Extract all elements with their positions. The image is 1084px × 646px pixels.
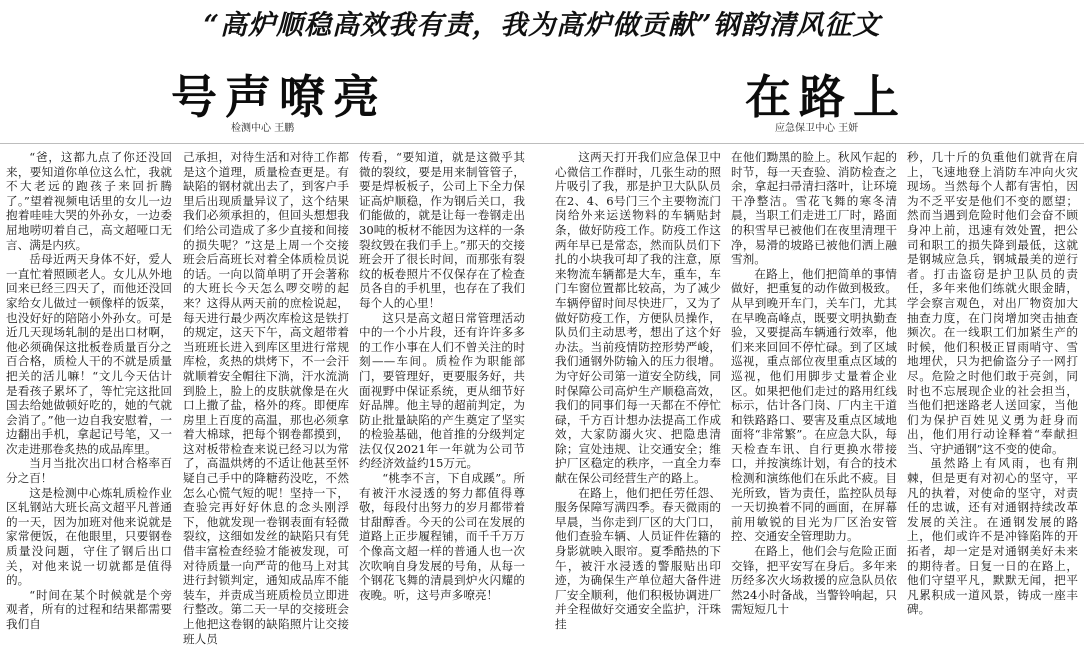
header-divider	[0, 143, 1084, 144]
banner-title: “高炉顺稳高效我有责，我为高炉做贡献”钢韵清风征文	[203, 10, 881, 41]
paragraph: 在路上，他们会与危险正面交锋，把平安写在身后。多年来历经多次火场救援的应急队员依然24小时备战，当警铃响起，只需短短几十	[731, 544, 897, 617]
right-article-column-2	[731, 150, 897, 617]
paragraph: 秒，几十斤的负重他们就背在肩上，飞速地登上消防车冲向火灾现场。当然每个人都有害怕，因为不乏平安是他们不变的愿望；然而当遇到危险时他们会奋不顾身冲上前，迅速有效处置，把公司和职工的损失降到最低，这就是钢城应急兵，钢城最美的逆行者。打击盗窃是护卫队员的责任，多年来他们练就火眼金睛，学会察言观色，对出厂物资加大抽查力度，在门岗增加突击抽查频次。在一线职工们加紧生产的时候，他们积极正冒雨哨守、雪地埋伏，只为把偷盗分子一网打尽。危险之时他们敢于亮剑，同时也不忘展现企业的社会担当，当他们把迷路老人送回家，当他们为保护百姓见义勇为赶身而出，他们用行动诠释着“奉献担当、守护通钢”这不变的使命。	[907, 150, 1078, 456]
left-article-column-2	[183, 150, 349, 646]
paragraph: 这是检测中心炼轧质检作业区轧钢站大班长高文超平凡普通的一天，因为加班对他来说就是家常便饭，在他眼里，只要钢卷质量没问题，守住了钢后出口关，对他来说一切就都是值得的。	[6, 485, 172, 588]
paragraph: 这只是高文超日常管理活动中的一个小片段，还有许许多多的工作小事在人们不曾关注的时刻——车间。质检作为职能部门，要管理好，更要服务好，共面视野中保证系统，更从细节好好品牌。他主导的超前判定，为防止批量缺陷的产生奠定了坚实的检验基础，他首推的分级判定法仅仅2021年一年就为公司节约经济效益约15万元。	[359, 310, 525, 471]
left-article-headline: 号声嘹亮	[171, 70, 387, 124]
right-article-column-1	[555, 150, 721, 631]
paragraph: 在他们黝黑的脸上。秋风乍起的时节，每一天查验、消防检查之余，拿起扫帚清扫落叶，让环境干净整洁。雪花飞舞的寒冬清晨，当职工们走进工厂时，路面的积雪早已被他们在夜里清理干净，易滑的坡路已被他们洒上融雪剂。	[731, 150, 897, 267]
paragraph: “时间在某个时候就是个旁观者，所有的过程和结果都需要我们自	[6, 587, 172, 631]
left-article-column-1	[6, 150, 172, 631]
paragraph: 虽然路上有风雨，也有荆棘，但是更有对初心的坚守，平凡的执着，对使命的坚守，对责任的忠诚，还有对通钢持续改革发展的关注。在通钢发展的路上，他们或许不是冲锋陷阵的开拓者，却一定是对通钢美好未来的期待者。日复一日的在路上，他们守望平凡，默默无闻，把平凡累积成一道风景，铸成一座丰碑。	[907, 456, 1078, 617]
paragraph: 岳母近两天身体不好，爱人一直忙着照顾老人。女儿从外地回来已经三四天了，而他还没回家给女儿做过一顿像样的饭菜，也没好好的陪陪小外孙女。可是近几天现场轧制的是出口材啊，他必须确保这批板卷质量百分之百合格，质检人干的不就是质量把关的活儿嘛！“文儿今天估计是看孩子累坏了，等忙完这批回国去给她做顿好吃的，她的气就会消了。”他一边自我安慰着，一边翻出手机，拿起记号笔，又一次走进那卷炙热的成品库里。	[6, 252, 172, 456]
paragraph: 这两天打开我们应急保卫中心微信工作群时，几张生动的照片吸引了我，那是护卫大队队员在2、4、6号门三个主要物流门岗给外来运送物料的车辆贴封条，做好防疫工作。防疫工作这两年早已是常态，然而队员们下扎的小块我可却了我的注意，原来物流车辆都是大车，重车，车门车窗位置都比较高，为了减少车辆停留时间尽快进厂，又为了做好防疫工作，方便队员操作，队员们主动思考，想出了这个好办法。当前疫情防控形势严峻，我们通钢外防输入的压力很增。为守好公司第一道安全防线，同时保障公司高炉生产顺稳高效，我们的同事们每一天都在不停忙碌，千方百计想办法提高工作成效，大家防溺火灾、把隐患清除；宣处违规、让交通安全；维护厂区稳定的秩序，一直全力奉献在保公司经营生产的路上。	[555, 150, 721, 486]
right-article-headline: 在路上	[745, 70, 907, 124]
paragraph: 己承担，对待生活和对待工作都是这个道理，质量检查更是。有缺陷的钢材就出去了，到客户手里后出现质量异议了，这个结果我们必须承担的，但回头想想我们给公司造成了多少直接和间接的损失呢？”这是上周一个交接班会后高班长对着全体质检员说的话。一向以简单明了开会著称的大班长今天怎么啰交唠的起来？这得从两天前的庶检说起，每天进行最少两次库检这是铁打的规定，这天下午，高文超带着当班班长进入到库区里进行常规库检，炙热的烘烤下，不一会汗就顺着安全帽往下淌，汗水流淌到脸上，脸上的皮肤就像是在火口上撒了盐，格外的疼。即便库房里上百度的高温，那也必须拿着大棉球，把每个钢卷都摸到，这对板带检查来说已经习以为常了，高温烘烤的不适让他甚至怀疑自己手中的降糖药没吃，不然怎么心慌气短的呢！坚持一下，查验完再好好休息的念头刚浮下，他就发现一卷钢表面有轻微裂纹，这细如发丝的缺陷只有凭借丰富检查经验才能被发现，可对待质量一向严苛的他马上对其进行封锁判定，通知成品库不能装车，并责成当班质检员立即进行整改。第二天一早的交接班会上他把这卷钢的缺陷照片让交接班人员	[183, 150, 349, 646]
left-article-byline: 检测中心 王鹏	[231, 123, 295, 134]
left-article-column-3	[359, 150, 525, 602]
right-article-byline: 应急保卫中心 王妍	[775, 123, 859, 134]
paragraph: “桃李不言，下自成蹊”。所有被汗水浸透的努力都值得尊敬，每段付出努力的岁月都带着甘甜醇香。今天的公司在发展的道路上正步履程铺，而千千万万个像高文超一样的普通人也一次次吹响自身发展的号角，从每一个钢花飞舞的清晨到炉火闪耀的夜晚。听，这号声多嘹亮！	[359, 471, 525, 602]
paragraph: 当月当批次出口材合格率百分之百！	[6, 456, 172, 486]
paragraph: 在路上，他们把简单的事情做好，把重复的动作做到极致。从早到晚开车门，关车门，尤其在早晚高峰点，既要文明执勤查验，又要提高车辆通行效率，他们来来回回不停忙碌。到了区域巡视，重点部位夜里重点区域的巡视，他们用脚步丈量着企业区。如果把他们走过的路用红线标示，估计各门岗、厂内主干道和铁路路口、要害及重点区域地面将“非常繁”。在应急大队，每天检查车讯、自行更换水带接口，并按演练计划，有合的技术检测和演练他们在乐此不疲。目光所致，皆为责任，监控队员每一天切换着不同的画面，在屏幕前用敏锐的目光为厂区治安管控、交通安全管理助力。	[731, 266, 897, 544]
right-article-column-3	[907, 150, 1078, 617]
paragraph: 传看，“要知道，就是这微乎其微的裂纹，要是用来制管管子，要是焊板板子，公司上下全力保证高炉顺稳，作为钢后关口，我们能做的，就是让每一卷钢走出30吨的板材不能因为这样的一条裂纹毁在我们手上。”那天的交接班会开了很长时间，而那张有裂纹的板卷照片不仅保存在了检查员各自的手机里，也存在了我们每个人的心里！	[359, 150, 525, 310]
paragraph: “爸，这都九点了你还没回来，要知道你单位这么忙，我就不大老远的跑孩子来回折腾了。”望着视频电话里的女儿一边抱着哇哇大哭的外孙女，一边委屈地唠叨着自己，高文超哑口无言、满是内疚。	[6, 150, 172, 252]
paragraph: 在路上，他们把任劳任怨、服务保障写满四季。春天微雨的早晨，当你走到厂区的大门口，他们查验车辆、人员证件佐籍的身影就映入眼帘。夏季酷热的下午，被汗水浸透的警服贴出印迹，为确保生产单位超大备件进厂安全顺利，他们积极协调进厂并全程做好交通安全监护，汗珠挂	[555, 485, 721, 631]
